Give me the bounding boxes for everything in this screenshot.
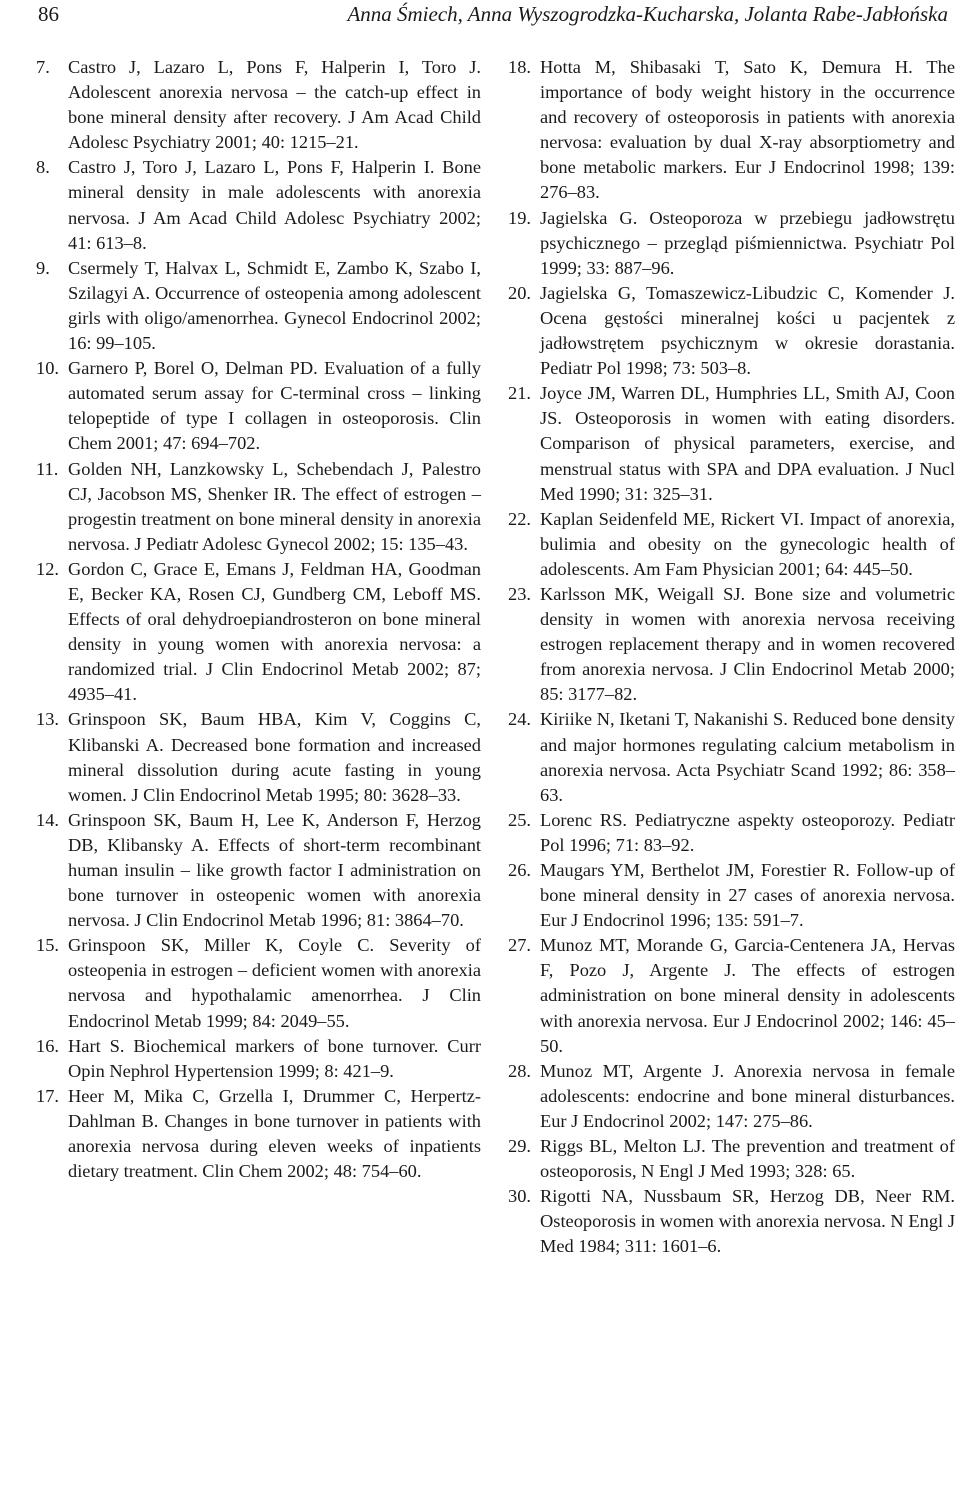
- reference-item: [36, 808, 481, 933]
- reference-item: [36, 933, 481, 1033]
- reference-number: 16.: [36, 1035, 59, 1056]
- reference-number: 24.: [508, 709, 531, 730]
- reference-item: [36, 1034, 481, 1084]
- reference-item: [36, 1084, 481, 1184]
- reference-text: Garnero P, Borel O, Delman PD. Evaluation of a fully automated serum assay for C-terminal cross – linking telopeptide of type I collagen in osteoporosis. Clin Chem 2001; 47: 694–702.: [68, 358, 481, 454]
- reference-text: Jagielska G, Tomaszewicz-Libudzic C, Komender J. Ocena gęstości mineralnej kości u pacjentek z jadłowstrętem psychicznym w okresie dorastania. Pediatr Pol 1998; 73: 503–8.: [540, 282, 955, 379]
- reference-text: Grinspoon SK, Miller K, Coyle C. Severity of osteopenia in estrogen – deficient women with anorexia nervosa and hypothalamic amenorrhea. J Clin Endocrinol Metab 1999; 84: 2049–55.: [68, 935, 481, 1031]
- reference-item: [508, 933, 955, 1058]
- reference-text: Jagielska G. Osteoporoza w przebiegu jadłowstrętu psychicznego – przegląd piśmiennictwa. Psychiatr Pol 1999; 33: 887–96.: [540, 207, 955, 278]
- reference-text: Kaplan Seidenfeld ME, Rickert VI. Impact of anorexia, bulimia and obesity on the gynecologic health of adolescents. Am Fam Physician 2001; 64: 445–50.: [540, 508, 955, 579]
- reference-item: [36, 256, 481, 356]
- reference-text: Castro J, Lazaro L, Pons F, Halperin I, Toro J. Adolescent anorexia nervosa – the catch-up effect in bone mineral density after recovery. J Am Acad Child Adolesc Psychiatry 2001; 40: 1215–21.: [68, 57, 481, 153]
- reference-number: 29.: [508, 1136, 531, 1157]
- reference-item: [508, 1059, 955, 1134]
- reference-column-left: [36, 55, 481, 1184]
- reference-text: Joyce JM, Warren DL, Humphries LL, Smith AJ, Coon JS. Osteoporosis in women with eating disorders. Comparison of physical parameters, exercise, and menstrual status with SPA and DPA evaluation. J Nucl Med 1990; 31: 325–31.: [540, 383, 955, 504]
- reference-number: 14.: [36, 809, 59, 830]
- reference-number: 19.: [508, 207, 531, 228]
- reference-item: [508, 808, 955, 858]
- reference-text: Munoz MT, Argente J. Anorexia nervosa in female adolescents: endocrine and bone mineral disturbances. Eur J Endocrinol 2002; 147: 275–86.: [540, 1060, 955, 1131]
- reference-item: [36, 55, 481, 155]
- reference-number: 8.: [36, 157, 50, 178]
- reference-item: [508, 55, 955, 206]
- reference-text: Hart S. Biochemical markers of bone turnover. Curr Opin Nephrol Hypertension 1999; 8: 421–9.: [68, 1035, 481, 1081]
- reference-text: Castro J, Toro J, Lazaro L, Pons F, Halperin I. Bone mineral density in male adolescents with anorexia nervosa. J Am Acad Child Adolesc Psychiatry 2002; 41: 613–8.: [68, 157, 481, 253]
- reference-text: Gordon C, Grace E, Emans J, Feldman HA, Goodman E, Becker KA, Rosen CJ, Gundberg CM, Leboff MS. Effects of oral dehydroepiandrosteron on bone mineral density in young women with anorexia nervosa: a randomized trial. J Clin Endocrinol Metab 2002; 87; 4935–41.: [68, 558, 481, 705]
- reference-number: 30.: [508, 1186, 531, 1207]
- reference-item: [36, 557, 481, 708]
- reference-item: [508, 582, 955, 707]
- reference-number: 23.: [508, 583, 531, 604]
- reference-text: Grinspoon SK, Baum HBA, Kim V, Coggins C, Klibanski A. Decreased bone formation and increased mineral dissolution during acute fasting in young women. J Clin Endocrinol Metab 1995; 80: 3628–33.: [68, 709, 481, 805]
- reference-text: Munoz MT, Morande G, Garcia-Centenera JA, Hervas F, Pozo J, Argente J. The effects of estrogen administration on bone mineral density in adolescents with anorexia nervosa. Eur J Endocrinol 2002; 146: 45–50.: [540, 935, 955, 1056]
- reference-item: [508, 858, 955, 933]
- reference-item: [36, 457, 481, 557]
- reference-number: 17.: [36, 1085, 59, 1106]
- reference-number: 10.: [36, 358, 59, 379]
- reference-number: 12.: [36, 558, 59, 579]
- reference-text: Maugars YM, Berthelot JM, Forestier R. Follow-up of bone mineral density in 27 cases of anorexia nervosa. Eur J Endocrinol 1996; 135: 591–7.: [540, 860, 955, 931]
- reference-item: [508, 707, 955, 807]
- reference-text: Lorenc RS. Pediatryczne aspekty osteoporozy. Pediatr Pol 1996; 71: 83–92.: [540, 809, 955, 855]
- running-header-authors: Anna Śmiech, Anna Wyszogrodzka-Kucharska, Jolanta Rabe-Jabłońska: [347, 2, 948, 26]
- reference-text: Golden NH, Lanzkowsky L, Schebendach J, Palestro CJ, Jacobson MS, Shenker IR. The effect of estrogen – progestin treatment on bone mineral density in anorexia nervosa. J Pediatr Adolesc Gynecol 2002; 15: 135–43.: [68, 458, 481, 554]
- reference-text: Hotta M, Shibasaki T, Sato K, Demura H. The importance of body weight history in the occurrence and recovery of osteoporosis in patients with anorexia nervosa: evaluation by dual X-ray absorptiometry and bone metabolic markers. Eur J Endocrinol 1998; 139: 276–83.: [540, 57, 955, 203]
- reference-text: Karlsson MK, Weigall SJ. Bone size and volumetric density in women with anorexia nervosa receiving estrogen replacement therapy and in women recovered from anorexia nervosa. J Clin Endocrinol Metab 2000; 85: 3177–82.: [540, 583, 955, 705]
- reference-number: 18.: [508, 57, 531, 77]
- reference-item: [36, 155, 481, 255]
- reference-item: [508, 381, 955, 506]
- reference-text: Csermely T, Halvax L, Schmidt E, Zambo K, Szabo I, Szilagyi A. Occurrence of osteopenia among adolescent girls with oligo/amenorrhea. Gynecol Endocrinol 2002; 16: 99–105.: [68, 257, 481, 354]
- reference-column-right: [508, 55, 955, 1260]
- reference-number: 26.: [508, 860, 531, 880]
- reference-number: 11.: [36, 458, 59, 479]
- reference-item: [36, 707, 481, 807]
- reference-item: [508, 507, 955, 582]
- reference-number: 13.: [36, 709, 59, 730]
- reference-text: Heer M, Mika C, Grzella I, Drummer C, Herpertz-Dahlman B. Changes in bone turnover in patients with anorexia nervosa during eleven weeks of inpatients dietary treatment. Clin Chem 2002; 48: 754–60.: [68, 1085, 481, 1182]
- reference-number: 21.: [508, 383, 531, 404]
- reference-item: [508, 206, 955, 281]
- reference-text: Rigotti NA, Nussbaum SR, Herzog DB, Neer RM. Osteoporosis in women with anorexia nervosa. N Engl J Med 1984; 311: 1601–6.: [540, 1186, 955, 1257]
- reference-item: [36, 356, 481, 456]
- reference-text: Riggs BL, Melton LJ. The prevention and treatment of osteoporosis, N Engl J Med 1993; 328: 65.: [540, 1136, 955, 1182]
- reference-number: 7.: [36, 57, 50, 77]
- reference-number: 27.: [508, 935, 531, 956]
- reference-number: 9.: [36, 257, 50, 278]
- page-number: 86: [38, 2, 59, 26]
- reference-number: 25.: [508, 809, 531, 830]
- reference-text: Kiriike N, Iketani T, Nakanishi S. Reduced bone density and major hormones regulating calcium metabolism in anorexia nervosa. Acta Psychiatr Scand 1992; 86: 358–63.: [540, 709, 955, 805]
- reference-number: 20.: [508, 282, 531, 303]
- reference-item: [508, 1134, 955, 1184]
- reference-text: Grinspoon SK, Baum H, Lee K, Anderson F, Herzog DB, Klibansky A. Effects of short-term recombinant human insulin – like growth factor I administration on bone turnover in osteopenic women with anorexia nervosa. J Clin Endocrinol Metab 1996; 81: 3864–70.: [68, 809, 481, 931]
- reference-item: [508, 281, 955, 381]
- reference-item: [508, 1184, 955, 1259]
- reference-number: 22.: [508, 508, 531, 529]
- reference-number: 28.: [508, 1060, 531, 1081]
- reference-number: 15.: [36, 935, 59, 956]
- running-header: [38, 2, 948, 38]
